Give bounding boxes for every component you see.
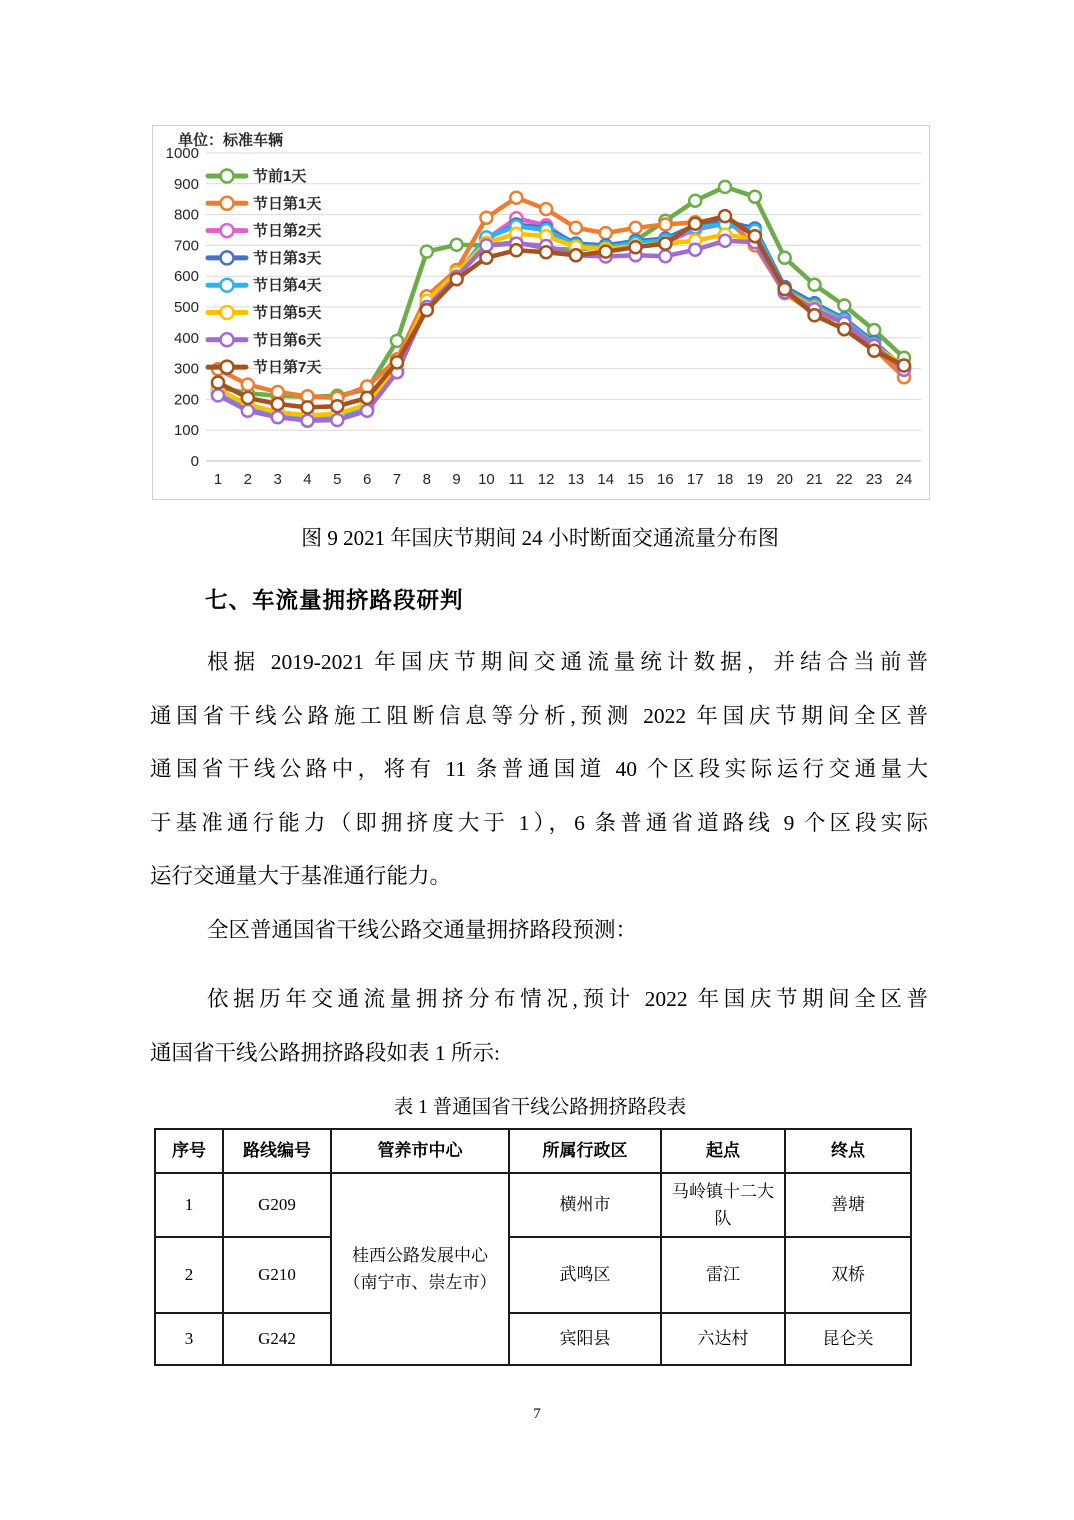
x-tick-label: 8 [422, 471, 431, 488]
legend-item-label: 节日第2天 [253, 222, 322, 240]
cell-end: 善塘 [785, 1173, 911, 1237]
body-text [150, 636, 928, 1080]
paragraph-line: 通国省干线公路中，将有 11 条普通国道 40 个区段实际运行交通量大 [150, 757, 928, 781]
x-tick-label: 1 [213, 471, 223, 488]
x-tick-label: 11 [508, 471, 525, 488]
cell-end: 双桥 [785, 1237, 911, 1313]
page-number: 7 [533, 1406, 541, 1422]
paragraph-line: 全区普通国省干线公路交通量拥挤路段预测： [207, 917, 638, 942]
paragraph-line: 于基准通行能力（即拥挤度大于 1），6 条普通省道路线 9 个区段实际 [150, 810, 928, 835]
cell-district: 武鸣区 [509, 1237, 661, 1313]
legend [208, 167, 321, 376]
x-tick-label: 6 [362, 471, 372, 488]
x-tick-label: 24 [895, 471, 913, 488]
section-heading: 七、车流量拥挤路段研判 [205, 588, 464, 613]
x-tick-label: 5 [333, 471, 342, 488]
x-tick-label: 18 [716, 471, 734, 488]
legend-item-label: 节日第1天 [253, 195, 322, 213]
header-seq: 序号 [155, 1129, 223, 1173]
x-tick-label: 2 [243, 471, 252, 488]
x-tick-label: 3 [273, 471, 282, 488]
cell-district: 横州市 [509, 1173, 661, 1237]
congestion-table [154, 1128, 912, 1366]
x-tick-label: 13 [567, 471, 585, 488]
traffic-line-chart [152, 125, 930, 500]
table-row [155, 1237, 911, 1313]
x-tick-label: 15 [627, 471, 644, 488]
cell-start: 六达村 [661, 1313, 785, 1365]
paragraph-line: 通国省干线公路施工阻断信息等分析,预测 2022 年国庆节期间全区普 [150, 703, 928, 728]
table-caption: 表 1 普通国省干线公路拥挤路段表 [393, 1097, 687, 1118]
cell-end: 昆仑关 [785, 1313, 911, 1365]
header-start: 起点 [661, 1129, 785, 1173]
y-tick-label: 400 [173, 329, 199, 347]
x-tick-label: 22 [836, 471, 853, 488]
y-tick-label: 800 [173, 206, 199, 224]
legend-item-label: 节前1天 [253, 168, 307, 185]
paragraph-line: 通国省干线公路拥挤路段如表 1 所示: [150, 1040, 500, 1065]
cell-center-merged: 桂西公路发展中心（南宁市、崇左市） [331, 1173, 509, 1365]
header-center: 管养市中心 [331, 1129, 509, 1173]
cell-start: 马岭镇十二大队 [661, 1173, 785, 1237]
legend-item-label: 节日第6天 [253, 331, 322, 349]
x-tick-label: 10 [478, 471, 495, 488]
y-tick-label: 100 [173, 422, 199, 440]
table-row [155, 1313, 911, 1365]
cell-seq: 3 [155, 1313, 223, 1365]
header-end: 终点 [785, 1129, 911, 1173]
y-tick-label: 1000 [165, 145, 199, 162]
legend-item-label: 节日第4天 [253, 277, 322, 295]
y-tick-label: 0 [190, 453, 199, 470]
paragraph-line: 依据历年交通流量拥挤分布情况,预计 2022 年国庆节期间全区普 [207, 987, 928, 1011]
x-tick-label: 21 [806, 471, 823, 488]
legend-item-label: 节日第7天 [253, 359, 322, 377]
cell-route: G242 [223, 1313, 331, 1365]
y-tick-label: 700 [173, 237, 199, 255]
cell-route: G209 [223, 1173, 331, 1237]
x-tick-label: 16 [657, 471, 674, 488]
legend-item-label: 节日第5天 [253, 304, 322, 322]
header-route: 路线编号 [223, 1129, 331, 1173]
table-header-row [155, 1129, 911, 1173]
table-row [155, 1173, 911, 1237]
figure-caption: 图 9 2021 年国庆节期间 24 小时断面交通流量分布图 [301, 526, 779, 550]
y-tick-label: 500 [173, 299, 199, 316]
y-tick-label: 300 [173, 360, 199, 378]
x-tick-label: 17 [686, 471, 704, 488]
cell-route: G210 [223, 1237, 331, 1313]
cell-seq: 1 [155, 1173, 223, 1237]
y-tick-label: 600 [173, 268, 199, 286]
paragraph-line: 运行交通量大于基准通行能力。 [150, 864, 452, 888]
legend-item-label: 节日第3天 [253, 249, 322, 267]
cell-seq: 2 [155, 1237, 223, 1313]
x-tick-label: 7 [392, 471, 402, 488]
x-tick-label: 12 [537, 471, 555, 488]
x-tick-label: 4 [303, 471, 312, 488]
chart-unit-label: 单位：标准车辆 [178, 132, 284, 149]
x-tick-label: 9 [452, 471, 461, 488]
x-tick-label: 20 [776, 471, 794, 488]
y-tick-label: 200 [173, 391, 199, 409]
x-tick-label: 14 [597, 471, 615, 488]
cell-start: 雷江 [661, 1237, 785, 1313]
chart-canvas [153, 126, 929, 499]
y-tick-label: 900 [173, 175, 199, 193]
x-tick-label: 19 [746, 471, 764, 488]
x-tick-label: 23 [865, 471, 883, 488]
cell-district: 宾阳县 [509, 1313, 661, 1365]
header-district: 所属行政区 [509, 1129, 661, 1173]
paragraph-line: 根据 2019-2021 年国庆节期间交通流量统计数据，并结合当前普 [207, 650, 928, 674]
